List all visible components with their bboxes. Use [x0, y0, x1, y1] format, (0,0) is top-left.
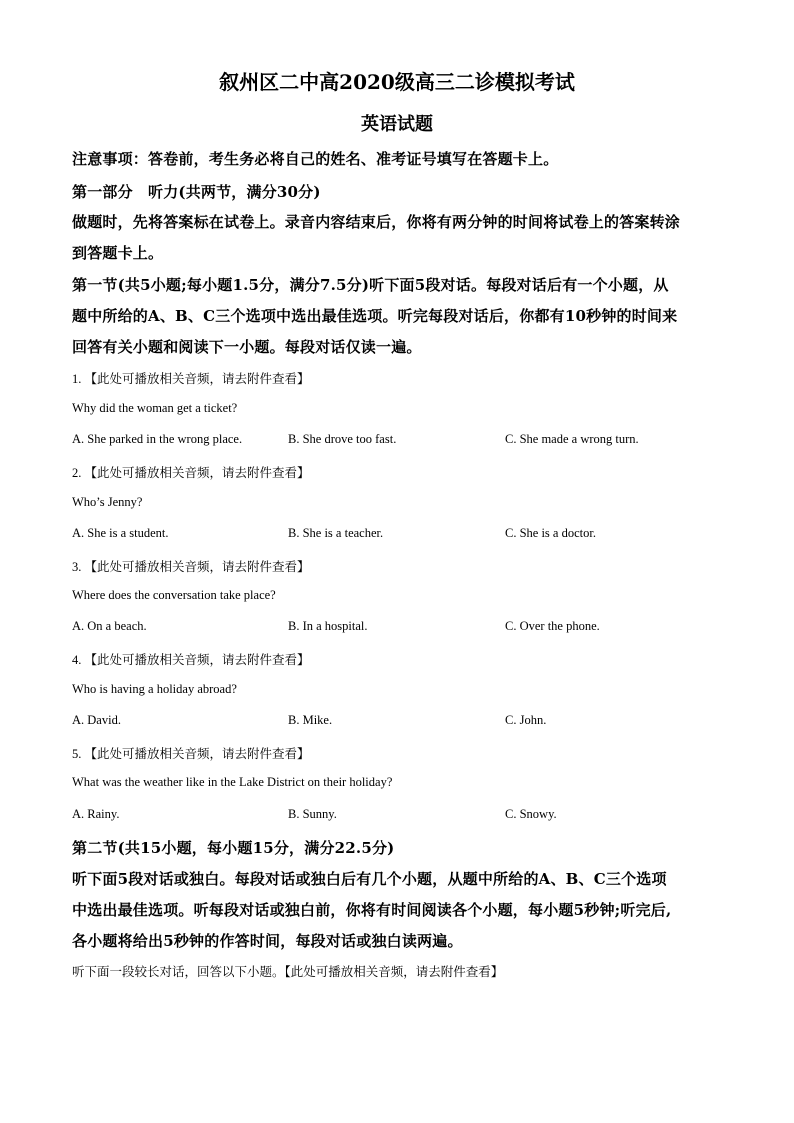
q4-option-b: B. Mike. — [288, 713, 333, 727]
q4-option-c: C. John. — [505, 713, 547, 727]
q5-option-a: A. Rainy. — [72, 807, 120, 821]
q1-option-b: B. She drove too fast. — [288, 432, 397, 446]
question-3-text: Where does the conversation take place? — [72, 588, 276, 602]
section1-line2: 题中所给的A、B、C三个选项中选出最佳选项。听完每段对话后，你都有10秒钟的时间来 — [72, 307, 678, 325]
q2-option-a: A. She is a student. — [72, 526, 169, 540]
q5-option-c: C. Snowy. — [505, 807, 557, 821]
question-2-text: Who’s Jenny? — [72, 495, 143, 509]
question-1-text: Why did the woman get a ticket? — [72, 401, 238, 415]
exam-title: 叙州区二中高2020级高三二诊模拟考试 — [219, 70, 575, 94]
section2-line3: 各小题将给出5秒钟的作答时间，每段对话或独白读两遍。 — [72, 932, 463, 950]
q1-option-a: A. She parked in the wrong place. — [72, 432, 243, 446]
audio-link-q2[interactable]: 2. 【此处可播放相关音频，请去附件查看】 — [72, 466, 310, 480]
part1-intro-line2: 到答题卡上。 — [72, 244, 164, 262]
section2-line1: 听下面5段对话或独白。每段对话或独白后有几个小题，从题中所给的A、B、C三个选项 — [72, 870, 667, 888]
q2-option-b: B. She is a teacher. — [288, 526, 384, 540]
section1-line1: 第一节(共5小题;每小题1.5分，满分7.5分)听下面5段对话。每段对话后有一个小题，从 — [72, 276, 669, 294]
q3-option-c: C. Over the phone. — [505, 619, 600, 633]
part1-heading: 第一部分 听力(共两节，满分30分) — [72, 183, 321, 201]
section1-line3: 回答有关小题和阅读下一小题。每段对话仅读一遍。 — [72, 338, 422, 356]
q3-option-a: A. On a beach. — [72, 619, 147, 633]
section2-heading: 第二节(共15小题，每小题15分，满分22.5分) — [72, 839, 395, 857]
q4-option-a: A. David. — [72, 713, 121, 727]
q2-option-c: C. She is a doctor. — [505, 526, 596, 540]
question-4-text: Who is having a holiday abroad? — [72, 682, 237, 696]
audio-link-q3[interactable]: 3. 【此处可播放相关音频，请去附件查看】 — [72, 560, 310, 574]
q5-option-b: B. Sunny. — [288, 807, 337, 821]
q3-option-b: B. In a hospital. — [288, 619, 368, 633]
notice: 注意事项：答卷前，考生务必将自己的姓名、准考证号填写在答题卡上。 — [72, 150, 559, 168]
audio-link-q4[interactable]: 4. 【此处可播放相关音频，请去附件查看】 — [72, 653, 310, 667]
audio-link-q1[interactable]: 1. 【此处可播放相关音频，请去附件查看】 — [72, 372, 310, 386]
q1-option-c: C. She made a wrong turn. — [505, 432, 639, 446]
question-5-text: What was the weather like in the Lake District on their holiday? — [72, 775, 393, 789]
part1-intro-line1: 做题时，先将答案标在试卷上。录音内容结束后，你将有两分钟的时间将试卷上的答案转涂 — [72, 213, 681, 231]
section2-line2: 中选出最佳选项。听每段对话或独白前，你将有时间阅读各个小题，每小题5秒钟;听完后, — [72, 901, 672, 919]
audio-link-q5[interactable]: 5. 【此处可播放相关音频，请去附件查看】 — [72, 747, 310, 761]
section2-audio-instruction[interactable]: 听下面一段较长对话，回答以下小题。【此处可播放相关音频，请去附件查看】 — [72, 965, 504, 979]
exam-subtitle: 英语试题 — [361, 114, 433, 135]
